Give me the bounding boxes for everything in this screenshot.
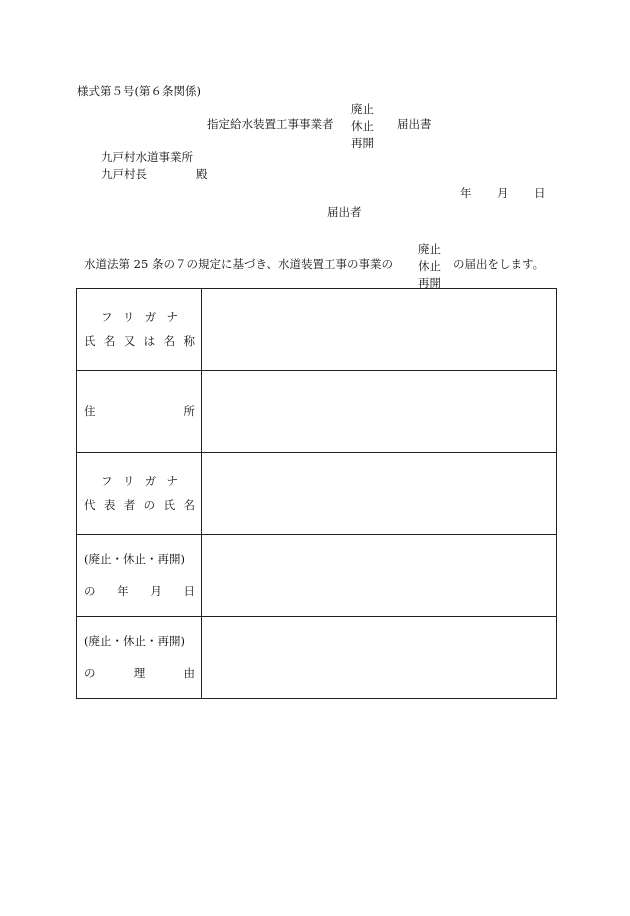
table-row (77, 617, 557, 699)
title-option-haishi: 廃止 (351, 102, 374, 116)
reason-label: の 理 由 (84, 665, 195, 680)
label-cell-representative (77, 453, 202, 535)
title-option-saikai: 再開 (351, 136, 374, 150)
address-input-cell[interactable] (202, 371, 557, 453)
form-number: 様式第５号(第６条関係) (77, 84, 201, 98)
title-option-kyushi: 休止 (351, 119, 374, 133)
representative-name-label: 代 表 者 の 氏 名 (84, 498, 195, 512)
notifier-label: 届出者 (327, 205, 362, 219)
date-label: の 年 月 日 (84, 583, 195, 598)
table-row (77, 289, 557, 371)
statement-options (418, 241, 441, 292)
statement-suffix: の届出をします。 (453, 257, 545, 271)
furigana-label: フ リ ガ ナ (101, 309, 178, 324)
reason-input-cell[interactable] (202, 617, 557, 699)
representative-input-cell[interactable] (202, 453, 557, 535)
addressee-person: 九戸村長 (101, 167, 147, 181)
label-cell-date (77, 535, 202, 617)
table-row (77, 371, 557, 453)
date-month-label: 月 (497, 186, 509, 200)
date-input-cell[interactable] (202, 535, 557, 617)
name-input-cell[interactable] (202, 289, 557, 371)
title-prefix: 指定給水装置工事事業者 (207, 117, 334, 131)
statement-option-kyushi: 休止 (418, 259, 441, 273)
address-label: 住 所 (84, 403, 195, 418)
name-label: 氏 名 又 は 名 称 (84, 334, 195, 348)
title-options (351, 101, 374, 152)
status-options-label: (廃止・休止・再開) (84, 552, 185, 566)
date-year-label: 年 (460, 186, 472, 200)
label-cell-address (77, 371, 202, 453)
notification-form-table (76, 288, 557, 699)
title-suffix: 届出書 (397, 117, 432, 131)
table-row (77, 535, 557, 617)
label-cell-reason (77, 617, 202, 699)
date-day-label: 日 (534, 186, 546, 200)
statement-option-saikai: 再開 (418, 276, 441, 290)
label-cell-name (77, 289, 202, 371)
status-options-label: (廃止・休止・再開) (84, 634, 185, 648)
addressee-honorific: 殿 (196, 167, 208, 181)
furigana-label: フ リ ガ ナ (101, 473, 178, 488)
table-row (77, 453, 557, 535)
statement-prefix: 水道法第 25 条の７の規定に基づき、水道装置工事の事業の (84, 257, 393, 271)
addressee-org: 九戸村水道事業所 (101, 150, 193, 164)
statement-option-haishi: 廃止 (418, 242, 441, 256)
